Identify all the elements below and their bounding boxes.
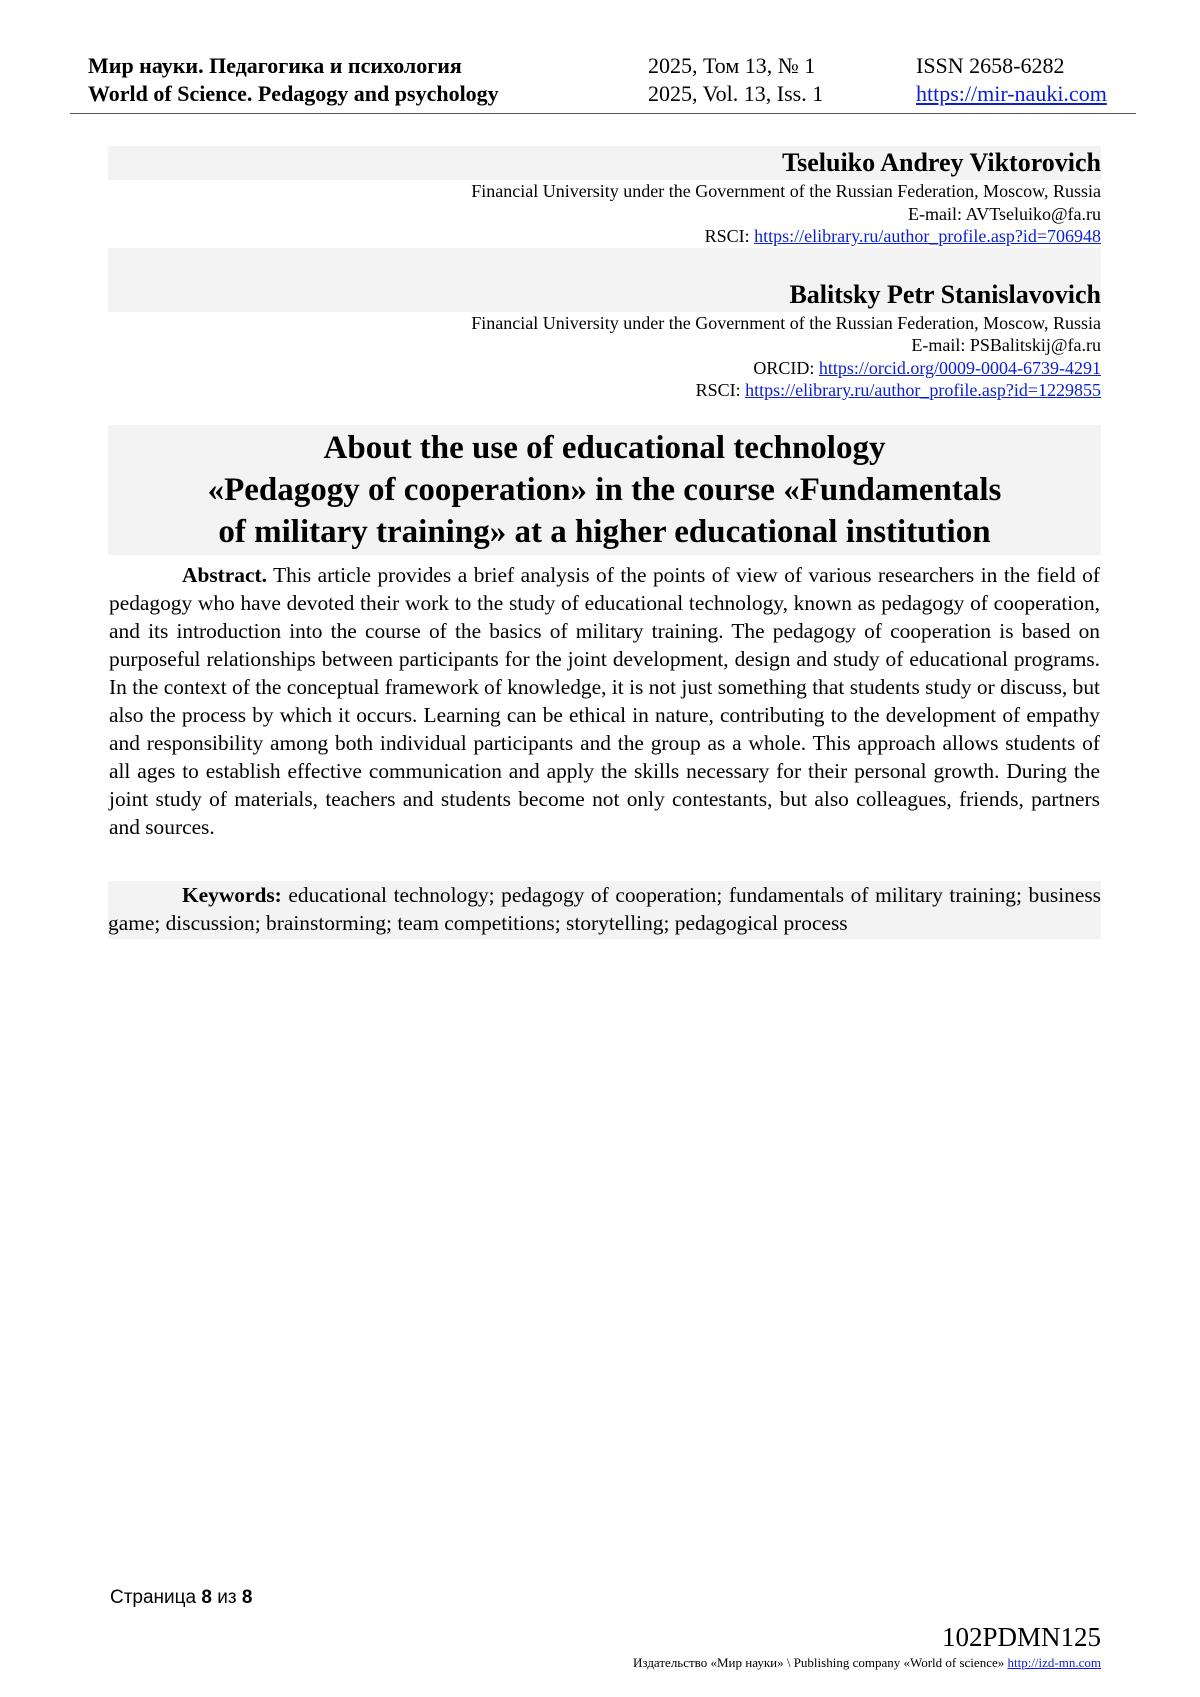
keywords-paragraph [108,881,1101,939]
author-2-rsci-line [108,379,1101,402]
page-separator: из [211,1587,242,1608]
author-1-email-label: E-mail: [908,203,966,224]
title-line-2: «Pedagogy of cooperation» in the course «Fundamentals [207,472,1002,508]
keywords-text: educational technology; pedagogy of cooperation; fundamentals of military training; business game; discussion; brainstorming; team competitions; storytelling; pedagogical process [108,883,1101,935]
authors-section [108,146,1101,402]
author-1-rsci-line [108,225,1101,248]
journal-website-link[interactable]: https://mir-nauki.com [916,81,1107,106]
author-1-affiliation: Financial University under the Government of the Russian Federation, Moscow, Russia [471,181,1101,201]
author-2-email-label: E-mail: [911,335,970,355]
author-1-rsci-link[interactable]: https://elibrary.ru/author_profile.asp?id=706948 [754,226,1101,246]
author-2-orcid-line [108,357,1101,380]
author-1-email-line [108,203,1101,226]
author-separator [108,248,1101,278]
abstract-paragraph [109,561,1100,841]
issn: ISSN 2658-6282 [916,53,1065,78]
article-title [108,425,1101,555]
issue-info-ru: 2025, Том 13, № 1 [648,53,816,78]
page-counter [110,1587,252,1609]
author-1-email: AVTseluiko@fa.ru [965,203,1101,224]
header-row-ru [88,52,1128,80]
page-prefix: Страница [110,1587,202,1608]
journal-title-ru: Мир науки. Педагогика и психология [88,53,462,78]
journal-header [88,52,1128,108]
author-1-name: Tseluiko Andrey Viktorovich [108,146,1101,180]
abstract-label: Abstract. [182,563,267,587]
author-2-name: Balitsky Petr Stanislavovich [108,278,1101,312]
author-2-orcid-link[interactable]: https://orcid.org/0009-0004-6739-4291 [818,357,1101,378]
author-2 [108,278,1101,402]
author-2-rsci-link[interactable]: https://elibrary.ru/author_profile.asp?id=1229855 [745,380,1101,400]
journal-title-en: World of Science. Pedagogy and psychology [88,81,499,106]
publisher-text: Издательство «Мир науки» \ Publishing company «World of science» [633,1655,1008,1670]
title-line-3: of military training» at a higher educational institution [218,514,991,550]
author-2-rsci-label: RSCI: [695,380,746,400]
header-divider [70,113,1136,114]
author-1 [108,146,1101,248]
abstract-text: This article provides a brief analysis of the points of view of various researchers in the field of pedagogy who have devoted their work to the study of educational technology, known as pedagogy of cooperation, and its introduction into the course of the basics of military training. The pedagogy of cooperation is based on purposeful relationships between participants for the joint development, design and study of educational programs. In the context of the conceptual framework of knowledge, it is not just something that students study or discuss, but also the process by which it occurs. Learning can be ethical in nature, contributing to the development of empathy and responsibility among both individual participants and the group as a whole. This approach allows students of all ages to establish effective communication and apply the skills necessary for their personal growth. During the joint study of materials, teachers and students become not only contestants, but also colleagues, friends, partners and sources. [109,563,1100,839]
issue-info-en: 2025, Vol. 13, Iss. 1 [648,81,824,106]
author-1-rsci-label: RSCI: [704,226,755,246]
publisher-line [633,1655,1101,1671]
author-2-affiliation: Financial University under the Government of the Russian Federation, Moscow, Russia [471,312,1101,333]
author-2-email-line [108,334,1101,357]
author-2-orcid-label: ORCID: [753,357,819,378]
title-line-1: About the use of educational technology [323,430,886,466]
article-code: 102PDMN125 [941,1622,1101,1652]
keywords-label: Keywords: [182,883,282,907]
page-current: 8 [201,1587,212,1608]
page-total: 8 [241,1587,253,1608]
header-row-en [88,80,1128,108]
publisher-link[interactable]: http://izd-mn.com [1007,1655,1101,1670]
author-2-email: PSBalitskij@fa.ru [969,335,1101,355]
